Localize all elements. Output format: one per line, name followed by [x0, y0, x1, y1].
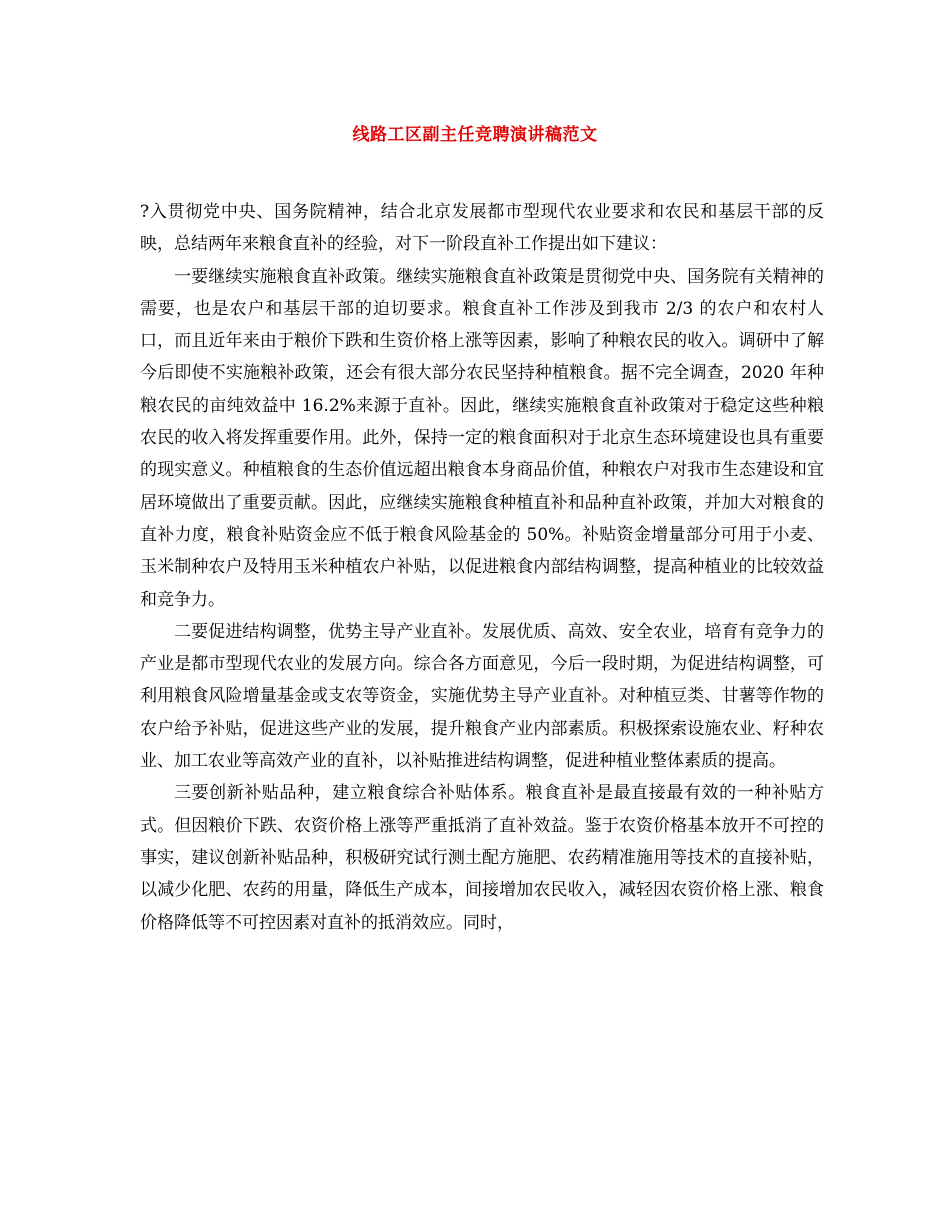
paragraph-intro: ?入贯彻党中央、国务院精神，结合北京发展都市型现代农业要求和农民和基层干部的反映，总结两年来粮食直补的经验，对下一阶段直补工作提出如下建议： — [140, 202, 824, 255]
paragraph-point-three: 三要创新补贴品种，建立粮食综合补贴体系。粮食直补是最直接最有效的一种补贴方式。但因粮价下跌、农资价格上涨等严重抵消了直补效益。鉴于农资价格基本放开不可控的事实，建议创新补贴品种，积极研究试行测土配方施肥、农药精准施用等技术的直接补贴，以减少化肥、农药的用量，降低生产成本，间接增加农民收入，减轻因农资价格上涨、粮食价格降低等不可控因素对直补的抵消效应。同时， — [140, 783, 824, 933]
paragraph-point-one: 一要继续实施粮食直补政策。继续实施粮食直补政策是贯彻党中央、国务院有关精神的需要，也是农户和基层干部的迫切要求。粮食直补工作涉及到我市 2/3 的农户和农村人口，而且近年来由于粮价下跌和生资价格上涨等因素，影响了种粮农民的收入。调研中了解今后即使不实施粮补政策，还会有很大部分农民坚持种植粮食。据不完全调查，2020 年种粮农民的亩纯效益中 16.2%来源于直补。因此，继续实施粮食直补政策对于稳定这些种粮农民的收入将发挥重要作用。此外，保持一定的粮食面积对于北京生态环境建设也具有重要的现实意义。种植粮食的生态价值远超出粮食本身商品价值，种粮农户对我市生态建设和宜居环境做出了重要贡献。因此，应继续实施粮食种植直补和品种直补政策，并加大对粮食的直补力度，粮食补贴资金应不低于粮食风险基金的 50%。补贴资金增量部分可用于小麦、玉米制种农户及特用玉米种植农户补贴，以促进粮食内部结构调整，提高种植业的比较效益和竞争力。 — [140, 266, 824, 610]
document-title: 线路工区副主任竞聘演讲稿范文 — [352, 125, 598, 145]
document-body — [140, 196, 824, 939]
paragraph-point-two: 二要促进结构调整，优势主导产业直补。发展优质、高效、安全农业，培育有竞争力的产业是都市型现代农业的发展方向。综合各方面意见，今后一段时期，为促进结构调整，可利用粮食风险增量基金或支农等资金，实施优势主导产业直补。对种植豆类、甘薯等作物的农户给予补贴，促进这些产业的发展，提升粮食产业内部素质。积极探索设施农业、籽种农业、加工农业等高效产业的直补，以补贴推进结构调整，促进种植业整体素质的提高。 — [140, 621, 824, 772]
